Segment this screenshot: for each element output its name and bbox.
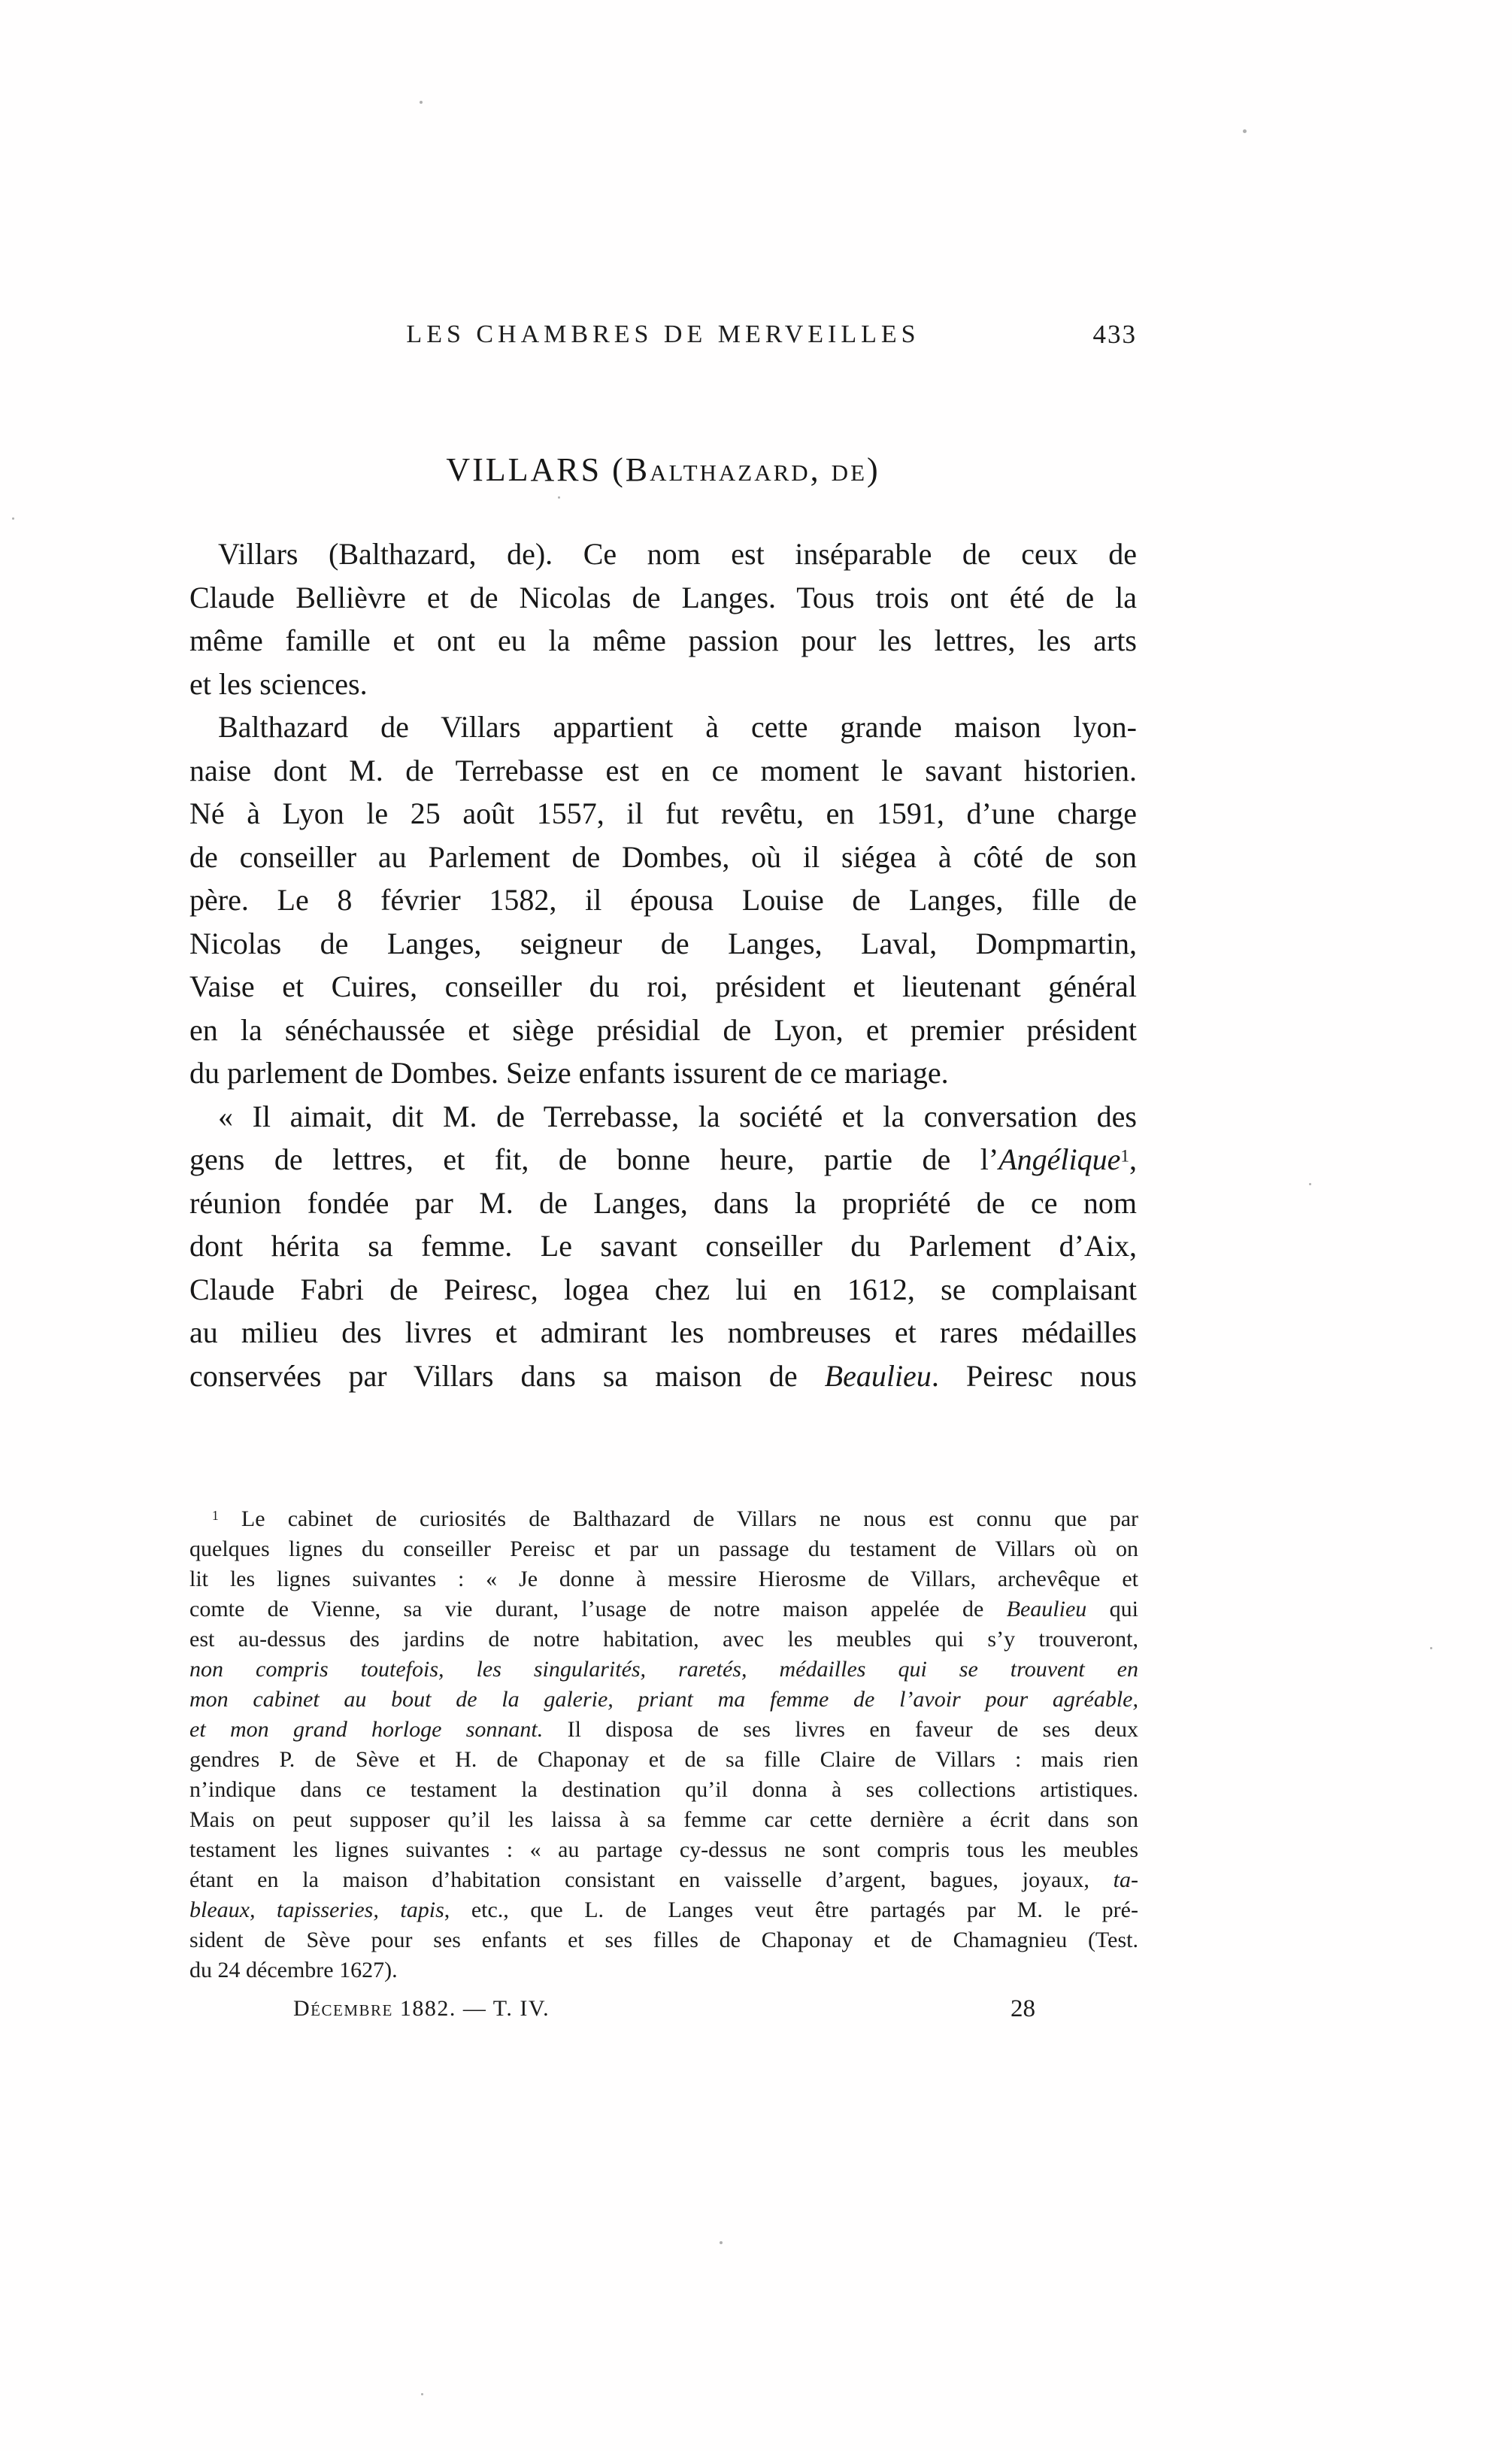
scan-speck [420, 101, 423, 104]
text-line [189, 1775, 1138, 1805]
text-segment: non compris toutefois, les singularités, raretés, médailles qui se trouvent en [189, 1657, 1138, 1682]
text-segment: étant en la maison d’habitation consistant en vaisselle d’argent, bagues, joyaux, [189, 1867, 1114, 1892]
scan-speck [1243, 129, 1247, 133]
text-line [189, 532, 1137, 576]
text-segment: , etc., que L. de Langes veut être partagés par M. le pré- [444, 1897, 1138, 1922]
text-line [189, 1955, 1138, 1985]
text-segment: qui [1086, 1597, 1138, 1621]
text-segment: conservées par Villars dans sa maison de [189, 1358, 825, 1393]
text-line [189, 576, 1137, 620]
text-line [189, 1835, 1138, 1865]
scan-speck [720, 2241, 723, 2244]
text-segment: comte de Vienne, sa vie durant, l’usage de notre maison appelée de [189, 1597, 1007, 1621]
text-segment: Le cabinet de curiosités de Balthazard de Villars ne nous est connu que par [218, 1506, 1138, 1531]
footnote-marker: 1 [212, 1508, 219, 1524]
text-segment: père. Le 8 février 1582, il épousa Louise de Langes, fille de [189, 883, 1137, 917]
text-segment: dont hérita sa femme. Le savant conseiller du Parlement d’Aix, [189, 1229, 1137, 1263]
text-line [189, 1311, 1137, 1354]
text-segment: gendres P. de Sève et H. de Chaponay et de sa fille Claire de Villars : mais rien [189, 1747, 1138, 1772]
text-line [189, 1895, 1138, 1925]
imprint: Décembre 1882. — T. IV. [293, 1996, 550, 2021]
text-segment: bleaux, tapisseries, tapis [189, 1897, 444, 1922]
body-text [189, 532, 1137, 1397]
text-segment: de conseiller au Parlement de Dombes, où il siégea à côté de son [189, 839, 1137, 874]
text-segment: réunion fondée par M. de Langes, dans la propriété de ce nom [189, 1185, 1137, 1220]
text-line [189, 1504, 1138, 1534]
text-line [189, 1594, 1138, 1624]
text-line [189, 1925, 1138, 1955]
text-segment: Né à Lyon le 25 août 1557, il fut revêtu, en 1591, d’une charge [189, 796, 1137, 830]
text-line [189, 1624, 1138, 1655]
text-segment: , [1129, 1142, 1137, 1176]
scan-speck [421, 2393, 423, 2395]
text-line [189, 1745, 1138, 1775]
text-line [189, 878, 1137, 922]
text-segment: Claude Bellièvre et de Nicolas de Langes. Tous trois ont été de la [189, 580, 1137, 614]
text-line [189, 1224, 1137, 1268]
text-segment: Villars (Balthazard, de). Ce nom est inséparable de ceux de [218, 537, 1137, 571]
text-segment: Balthazard de Villars appartient à cette grande maison lyon- [218, 710, 1137, 744]
text-segment: et les sciences. [189, 666, 368, 701]
text-segment: quelques lignes du conseiller Pereisc et par un passage du testament de Villars où on [189, 1536, 1138, 1561]
page-footer [189, 1991, 1137, 2026]
text-segment: ta- [1113, 1867, 1138, 1892]
text-segment: testament les lignes suivantes : « au partage cy-dessus ne sont compris tous les meubles [189, 1837, 1138, 1862]
text-segment: « Il aimait, dit M. de Terrebasse, la société et la conversation des [218, 1099, 1137, 1133]
text-line [189, 619, 1137, 663]
running-header [189, 317, 1137, 352]
text-line [189, 1268, 1137, 1312]
text-line [189, 1805, 1138, 1835]
page-number: 433 [1092, 320, 1137, 349]
text-segment: sident de Sève pour ses enfants et ses filles de Chaponay et de Chamagnieu (Test. [189, 1928, 1138, 1952]
text-segment: Vaise et Cuires, conseiller du roi, président et lieutenant général [189, 969, 1137, 1003]
text-segment: au milieu des livres et admirant les nombreuses et rares médailles [189, 1315, 1137, 1349]
text-line [189, 705, 1137, 749]
text-line [189, 965, 1137, 1009]
text-segment: Beaulieu [1006, 1597, 1087, 1621]
footnote-block [189, 1504, 1138, 1985]
text-line [189, 749, 1137, 793]
text-segment: et mon grand horloge sonnant. [189, 1717, 544, 1742]
text-segment: du 24 décembre 1627). [189, 1958, 398, 1982]
scan-speck [12, 517, 14, 520]
text-line [189, 1051, 1137, 1095]
text-line [189, 1655, 1138, 1685]
text-segment: Beaulieu [824, 1358, 932, 1393]
text-line [189, 1865, 1138, 1895]
text-line [189, 1182, 1137, 1225]
text-segment: Mais on peut supposer qu’il les laissa à sa femme car cette dernière a écrit dans son [189, 1807, 1138, 1832]
scan-speck [1430, 1647, 1432, 1649]
text-segment: Angélique [998, 1142, 1121, 1176]
text-segment: gens de lettres, et fit, de bonne heure, partie de l’ [189, 1142, 999, 1176]
signature-mark: 28 [1011, 1995, 1035, 2022]
text-segment: Il disposa de ses livres en faveur de ses deux [543, 1717, 1138, 1742]
text-line [189, 922, 1137, 966]
text-segment: en la sénéchaussée et siège présidial de Lyon, et premier président [189, 1012, 1137, 1047]
text-segment: n’indique dans ce testament la destination qu’il donna à ses collections artistiques. [189, 1777, 1138, 1802]
text-line [189, 836, 1137, 879]
text-segment: Claude Fabri de Peiresc, logea chez lui en 1612, se complaisant [189, 1272, 1137, 1306]
section-title: VILLARS (Balthazard, de) [446, 451, 880, 488]
scan-speck [1309, 1183, 1311, 1185]
text-line [189, 1564, 1138, 1594]
text-segment: est au-dessus des jardins de notre habitation, avec les meubles qui s’y trouveront, [189, 1627, 1138, 1652]
text-line [189, 1715, 1138, 1745]
text-segment: du parlement de Dombes. Seize enfants issurent de ce mariage. [189, 1056, 949, 1090]
text-line [189, 1009, 1137, 1052]
text-segment: Nicolas de Langes, seigneur de Langes, Laval, Dompmartin, [189, 926, 1137, 960]
text-segment: lit les lignes suivantes : « Je donne à messire Hierosme de Villars, archevêque et [189, 1567, 1138, 1591]
text-line [189, 1138, 1137, 1182]
text-segment: même famille et ont eu la même passion pour les lettres, les arts [189, 623, 1137, 657]
text-line [189, 1354, 1137, 1398]
text-line [189, 1095, 1137, 1139]
text-line [189, 1685, 1138, 1715]
scan-speck [558, 496, 560, 499]
text-line [189, 792, 1137, 836]
text-segment: naise dont M. de Terrebasse est en ce moment le savant historien. [189, 753, 1137, 787]
text-line [189, 663, 1137, 706]
text-segment: . Peiresc nous [931, 1358, 1138, 1393]
text-line [189, 1534, 1138, 1564]
text-segment: mon cabinet au bout de la galerie, priant ma femme de l’avoir pour agréable, [189, 1687, 1138, 1712]
footnote-marker: 1 [1120, 1146, 1129, 1166]
running-title: LES CHAMBRES DE MERVEILLES [406, 320, 920, 348]
